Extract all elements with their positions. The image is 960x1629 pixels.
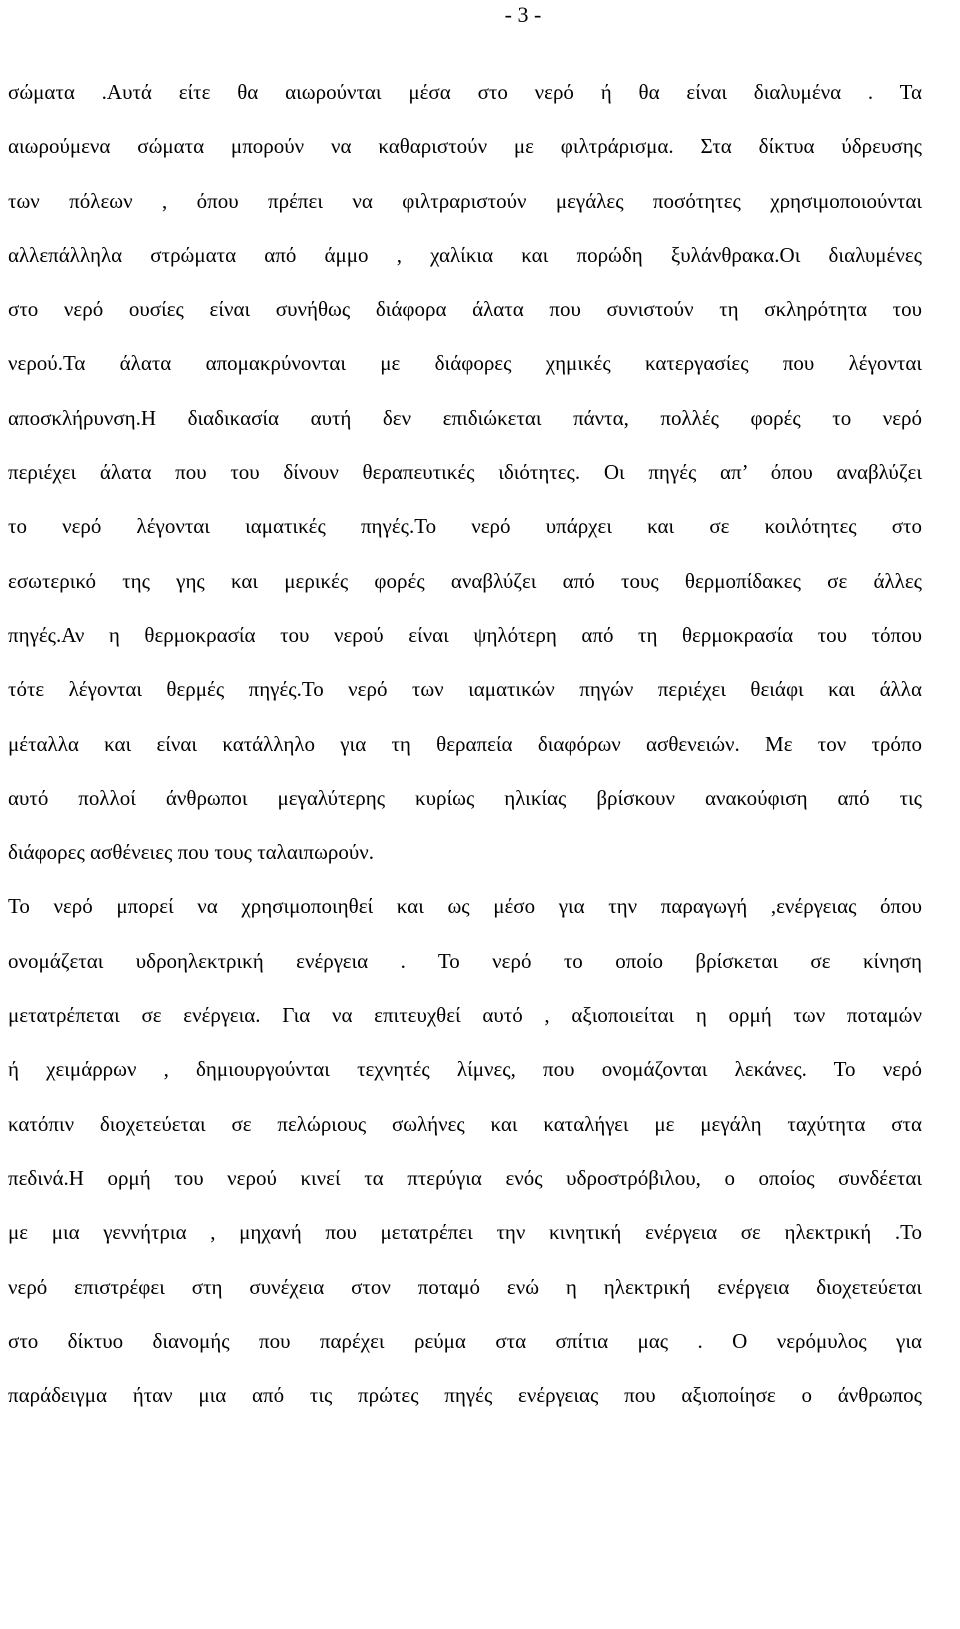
- text-line: σώματα .Αυτά είτε θα αιωρούνται μέσα στο νερό ή θα είναι διαλυμένα . Τα: [8, 80, 922, 104]
- text-line: αυτό πολλοί άνθρωποι μεγαλύτερης κυρίως ηλικίας βρίσκουν ανακούφιση από τις: [8, 785, 922, 810]
- text-line: αλλεπάλληλα στρώματα από άμμο , χαλίκια και πορώδη ξυλάνθρακα.Οι διαλυμένες: [8, 242, 922, 267]
- text-line: παράδειγμα ήταν μια από τις πρώτες πηγές ενέργειας που αξιοποίησε ο άνθρωπος: [8, 1383, 922, 1408]
- text-line: νερό επιστρέφει στη συνέχεια στον ποταμό ενώ η ηλεκτρική ενέργεια διοχετεύεται: [8, 1274, 922, 1299]
- text-line: κατόπιν διοχετεύεται σε πελώριους σωλήνες και καταλήγει με μεγάλη ταχύτητα στα: [8, 1111, 922, 1136]
- text-line: νερού.Τα άλατα απομακρύνονται με διάφορες χημικές κατεργασίες που λέγονται: [8, 351, 922, 376]
- text-line: το νερό λέγονται ιαματικές πηγές.Το νερό υπάρχει και σε κοιλότητες στο: [8, 514, 922, 539]
- text-line: μέταλλα και είναι κατάλληλο για τη θεραπεία διαφόρων ασθενειών. Με τον τρόπο: [8, 731, 922, 756]
- text-line: στο δίκτυο διανομής που παρέχει ρεύμα στα σπίτια μας . Ο νερόμυλος για: [8, 1328, 922, 1353]
- text-line: με μια γεννήτρια , μηχανή που μετατρέπει την κινητική ενέργεια σε ηλεκτρική .Το: [8, 1220, 922, 1245]
- text-line: πεδινά.Η ορμή του νερού κινεί τα πτερύγια ενός υδροστρόβιλου, ο οποίος συνδέεται: [8, 1165, 922, 1190]
- text-line: πηγές.Αν η θερμοκρασία του νερού είναι ψηλότερη από τη θερμοκρασία του τόπου: [8, 622, 922, 647]
- text-line: περιέχει άλατα που του δίνουν θεραπευτικές ιδιότητες. Οι πηγές απ’ όπου αναβλύζει: [8, 460, 922, 485]
- page-number-text: - 3 -: [504, 2, 542, 27]
- text-line: των πόλεων , όπου πρέπει να φιλτραριστούν μεγάλες ποσότητες χρησιμοποιούνται: [8, 188, 922, 213]
- text-line: τότε λέγονται θερμές πηγές.Το νερό των ιαματικών πηγών περιέχει θειάφι και άλλα: [8, 677, 922, 702]
- text-line: αιωρούμενα σώματα μπορούν να καθαριστούν με φιλτράρισμα. Στα δίκτυα ύδρευσης: [8, 134, 922, 159]
- text-line: μετατρέπεται σε ενέργεια. Για να επιτευχθεί αυτό , αξιοποιείται η ορμή των ποταμών: [8, 1003, 922, 1028]
- text-line: ονομάζεται υδροηλεκτρική ενέργεια . Το νερό το οποίο βρίσκεται σε κίνηση: [8, 948, 922, 973]
- body-text: [8, 74, 922, 1431]
- text-line: στο νερό ουσίες είναι συνήθως διάφορα άλατα που συνιστούν τη σκληρότητα του: [8, 297, 922, 322]
- text-line: αποσκλήρυνση.Η διαδικασία αυτή δεν επιδιώκεται πάντα, πολλές φορές το νερό: [8, 405, 922, 430]
- text-line: Το νερό μπορεί να χρησιμοποιηθεί και ως μέσο για την παραγωγή ,ενέργειας όπου: [8, 894, 922, 919]
- text-line: ή χειμάρρων , δημιουργούνται τεχνητές λίμνες, που ονομάζονται λεκάνες. Το νερό: [8, 1057, 922, 1082]
- page-number: [0, 0, 960, 30]
- text-line: εσωτερικό της γης και μερικές φορές αναβλύζει από τους θερμοπίδακες σε άλλες: [8, 568, 922, 593]
- text-line-paragraph-end: διάφορες ασθένειες που τους ταλαιπωρούν.: [8, 840, 375, 865]
